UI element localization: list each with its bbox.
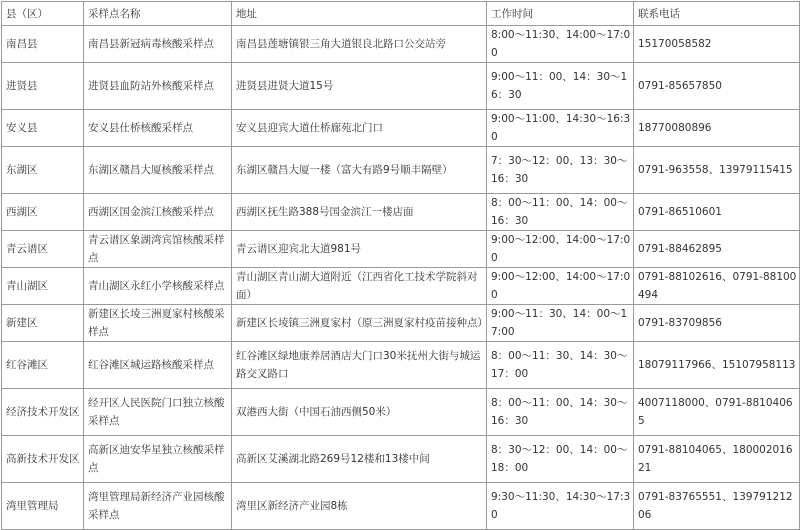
cell-address: 进贤县进贤大道15号: [232, 63, 487, 110]
column-header-phone: 联系电话: [634, 2, 800, 26]
column-header-address: 地址: [232, 2, 487, 26]
cell-phone: 0791-963558、13979115415: [634, 147, 800, 194]
table-row: [2, 483, 800, 530]
cell-phone: 0791-86510601: [634, 194, 800, 231]
cell-county: 青山湖区: [2, 268, 84, 305]
cell-county: 进贤县: [2, 63, 84, 110]
cell-address: 南昌县莲塘镇银三角大道银良北路口公交站旁: [232, 26, 487, 63]
column-header-site-name: 采样点名称: [84, 2, 232, 26]
cell-phone: 0791-88104065、18000201621: [634, 436, 800, 483]
table-row: [2, 268, 800, 305]
cell-site-name: 安义县仕桥核酸采样点: [84, 110, 232, 147]
cell-address: 青云谱区迎宾北大道981号: [232, 231, 487, 268]
table-row: [2, 110, 800, 147]
cell-county: 安义县: [2, 110, 84, 147]
cell-phone: 0791-83709856: [634, 305, 800, 342]
cell-county: 南昌县: [2, 26, 84, 63]
cell-hours: 9:00～12:00、14:00～17:00: [487, 231, 634, 268]
cell-hours: 8：00～11：30、14：30～17：00: [487, 342, 634, 389]
cell-address: 新建区长堎镇三洲夏家村（原三洲夏家村疫苗接种点）: [232, 305, 487, 342]
cell-phone: 15170058582: [634, 26, 800, 63]
sampling-sites-table: [1, 1, 800, 530]
cell-site-name: 西湖区国金滨江核酸采样点: [84, 194, 232, 231]
cell-site-name: 新建区长堎三洲夏家村核酸采样点: [84, 305, 232, 342]
cell-phone: 0791-88462895: [634, 231, 800, 268]
table-row: [2, 231, 800, 268]
cell-site-name: 经开区人民医院门口独立核酸采样点: [84, 389, 232, 436]
cell-phone: 18079117966、15107958113: [634, 342, 800, 389]
table-row: [2, 194, 800, 231]
cell-site-name: 高新区迪安华星独立核酸采样点: [84, 436, 232, 483]
table-row: [2, 436, 800, 483]
cell-hours: 8：00～11：00、14：00～16：30: [487, 194, 634, 231]
table-row: [2, 63, 800, 110]
cell-phone: 0791-85657850: [634, 63, 800, 110]
cell-county: 新建区: [2, 305, 84, 342]
cell-site-name: 青山湖区永红小学核酸采样点: [84, 268, 232, 305]
cell-phone: 18770080896: [634, 110, 800, 147]
cell-phone: 0791-88102616、0791-88100494: [634, 268, 800, 305]
cell-hours: 8:00～11:30、14:00～17:00: [487, 26, 634, 63]
cell-address: 湾里区新经济产业园8栋: [232, 483, 487, 530]
cell-hours: 8：00～11：00、14：30～16：30: [487, 389, 634, 436]
cell-site-name: 东湖区赣昌大厦核酸采样点: [84, 147, 232, 194]
cell-address: 青山湖区青山湖大道附近（江西省化工技术学院斜对面）: [232, 268, 487, 305]
column-header-county: 县（区）: [2, 2, 84, 26]
cell-county: 湾里管理局: [2, 483, 84, 530]
cell-county: 青云谱区: [2, 231, 84, 268]
cell-hours: 9:00～11：30、14：00～17:00: [487, 305, 634, 342]
cell-site-name: 进贤县血防站外核酸采样点: [84, 63, 232, 110]
cell-address: 高新区艾溪湖北路269号12楼和13楼中间: [232, 436, 487, 483]
cell-site-name: 红谷滩区城运路核酸采样点: [84, 342, 232, 389]
cell-hours: 7：30～12：00、13：30～16：30: [487, 147, 634, 194]
cell-address: 东湖区赣昌大厦一楼（富大有路9号顺丰隔壁）: [232, 147, 487, 194]
cell-site-name: 湾里管理局新经济产业园核酸采样点: [84, 483, 232, 530]
table-header-row: [2, 2, 800, 26]
cell-phone: 0791-83765551、13979121206: [634, 483, 800, 530]
cell-hours: 9:00～11：00、14：30～16：30: [487, 63, 634, 110]
cell-address: 双港西大街（中国石油西侧50米）: [232, 389, 487, 436]
table-row: [2, 147, 800, 194]
cell-site-name: 南昌县新冠病毒核酸采样点: [84, 26, 232, 63]
cell-county: 西湖区: [2, 194, 84, 231]
cell-site-name: 青云谱区象湖湾宾馆核酸采样点: [84, 231, 232, 268]
cell-address: 红谷滩区绿地康养居酒店大门口30米抚州大街与城运路交叉路口: [232, 342, 487, 389]
table-row: [2, 305, 800, 342]
cell-county: 东湖区: [2, 147, 84, 194]
cell-address: 安义县迎宾大道仕桥廊苑北门口: [232, 110, 487, 147]
cell-hours: 8：30～12：00、14：00～18：00: [487, 436, 634, 483]
table-row: [2, 26, 800, 63]
cell-address: 西湖区抚生路388号国金滨江一楼店面: [232, 194, 487, 231]
cell-hours: 9:00～11:00、14:30～16:30: [487, 110, 634, 147]
column-header-hours: 工作时间: [487, 2, 634, 26]
cell-hours: 9:00～12:00、14:00～17:00: [487, 268, 634, 305]
cell-county: 经济技术开发区: [2, 389, 84, 436]
cell-county: 红谷滩区: [2, 342, 84, 389]
cell-hours: 9:30～11:30、14:30～17:30: [487, 483, 634, 530]
table-row: [2, 342, 800, 389]
cell-phone: 4007118000、0791-88104065: [634, 389, 800, 436]
cell-county: 高新技术开发区: [2, 436, 84, 483]
table-row: [2, 389, 800, 436]
